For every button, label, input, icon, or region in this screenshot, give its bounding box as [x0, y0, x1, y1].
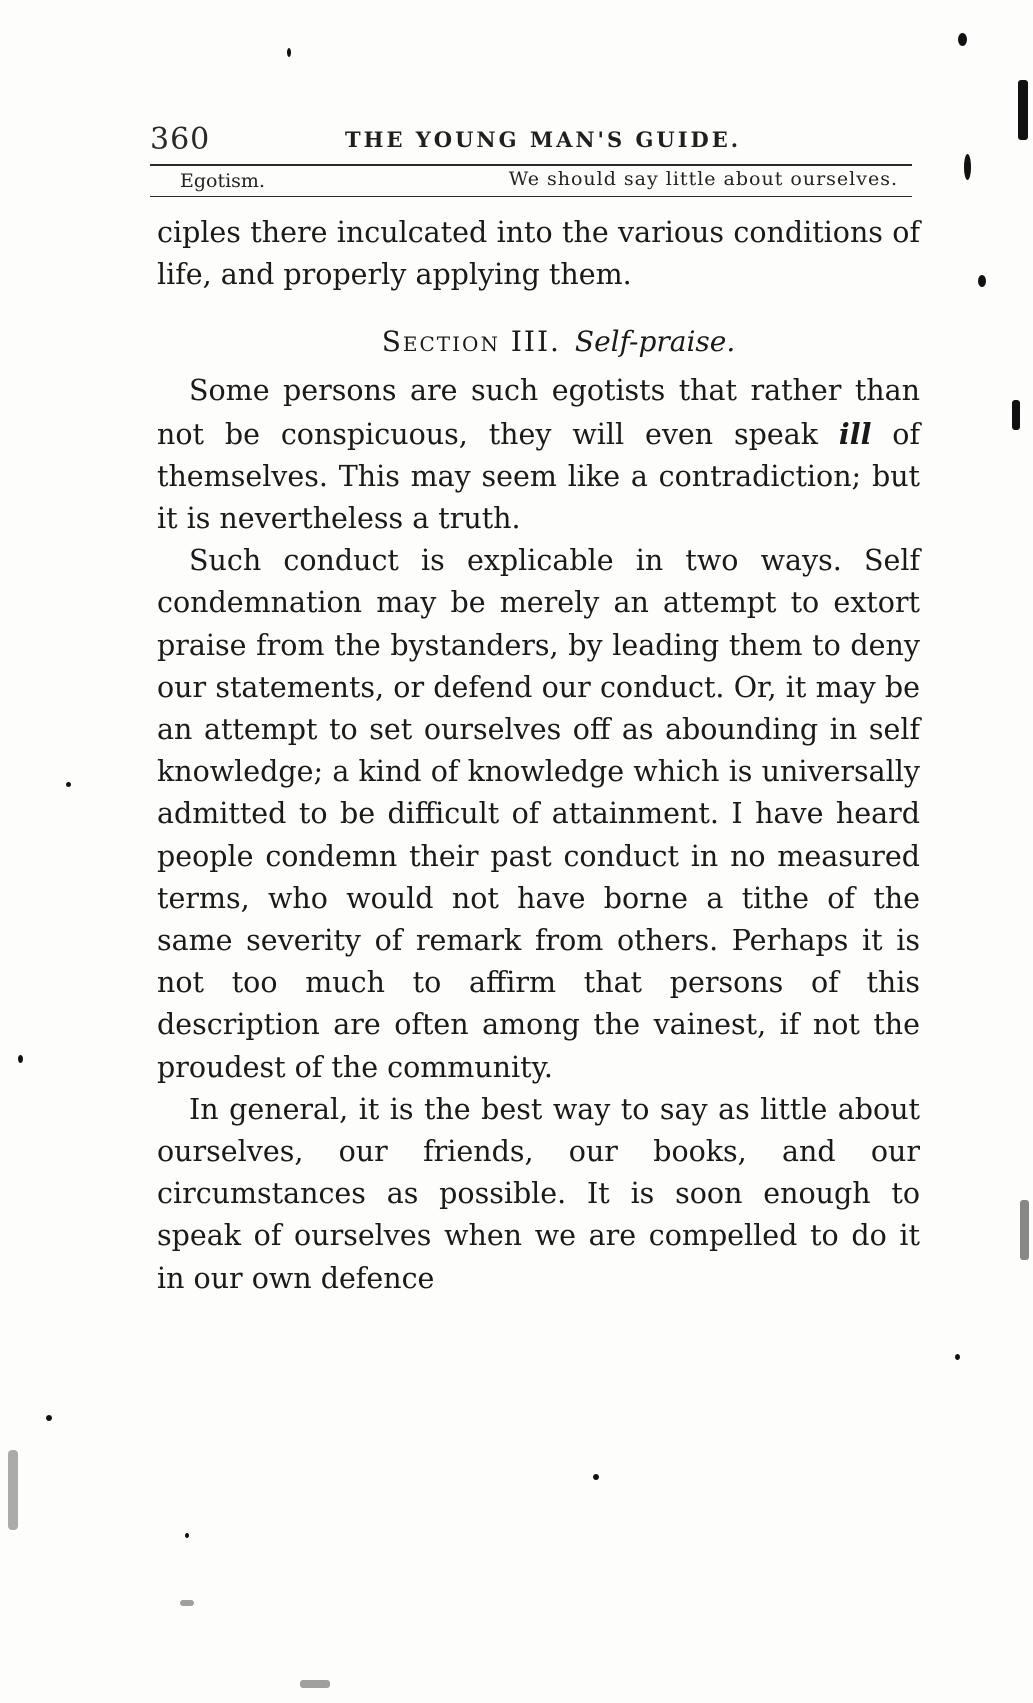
section-label: Section III. — [381, 325, 561, 359]
page-number: 360 — [150, 122, 211, 157]
header-rule-bottom — [150, 196, 912, 197]
paragraph-1-part-a: Some persons are such egotists that rather than not be conspicuous, they will even speak — [157, 374, 920, 451]
book-title: THE YOUNG MAN'S GUIDE. — [345, 127, 742, 152]
running-head — [150, 122, 910, 156]
subheader-topic: Egotism. — [180, 170, 265, 192]
emphasis-ill: ill — [838, 416, 872, 451]
paragraph-1-part-b: of themselves. This may seem like a contradiction; but it is nevertheless a truth. — [157, 417, 921, 536]
subheader — [150, 168, 912, 194]
paragraph-3: In general, it is the best way to say as little about ourselves, our friends, our books, and our circumstances as possible. It is soon enough to speak of ourselves when we are compelled to do it in our own defence — [157, 1092, 920, 1295]
section-title: Self-praise. — [574, 325, 736, 359]
paragraph-2: Such conduct is explicable in two ways. Self condemnation may be merely an attempt to extort praise from the bystanders, by leading them to deny our statements, or defend our conduct. Or, it may be an attempt to set ourselves off as abounding in self knowledge; a kind of knowledge which is universally admitted to be difficult of attainment. I have heard people condemn their past conduct in no measured terms, who would not have borne a tithe of the same severity of remark from others. Perhaps it is not too much to affirm that persons of this description are often among the vainest, if not the proudest of the community. — [157, 544, 920, 1084]
section-heading — [157, 322, 920, 362]
paragraph-1 — [157, 370, 920, 540]
header-rule-top — [150, 164, 912, 166]
body-text — [157, 212, 920, 1300]
subheader-summary: We should say little about ourselves. — [508, 168, 898, 190]
continuation-paragraph: ciples there inculcated into the various conditions of life, and properly applying them. — [157, 216, 920, 292]
